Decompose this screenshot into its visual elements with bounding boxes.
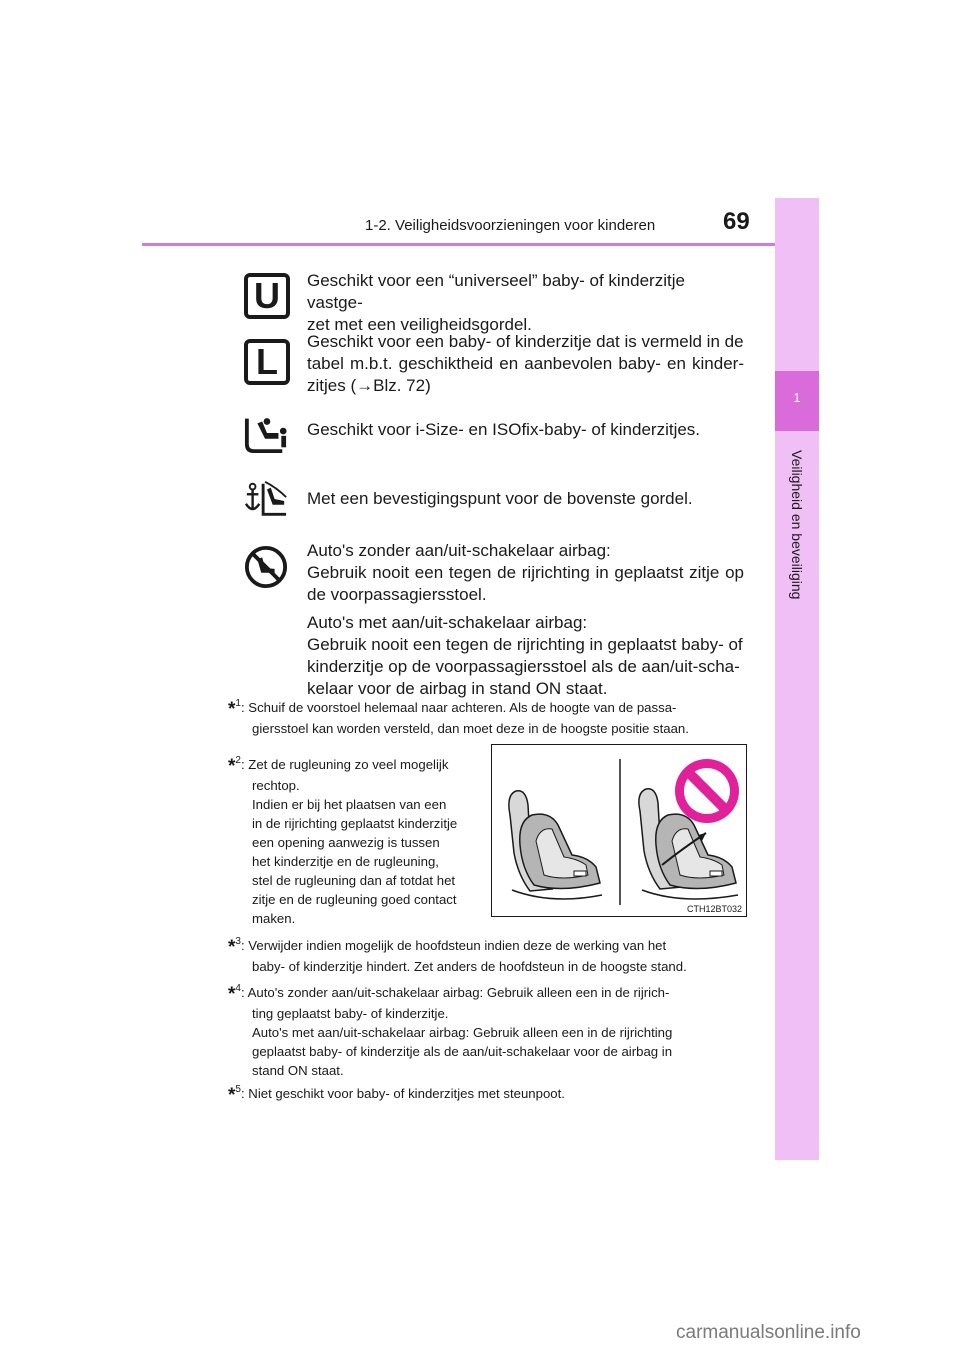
page-number: 69 <box>723 208 750 235</box>
side-tab-number: 1 <box>793 390 801 405</box>
text-line: Auto's zonder aan/uit-schakelaar airbag: <box>307 541 611 560</box>
text-line: kelaar voor de airbag in stand ON staat. <box>307 679 608 698</box>
footnote-text: : Zet de rugleuning zo veel mogelijk <box>240 757 449 772</box>
footnote-2 <box>228 751 488 928</box>
symbol-prohibited-description <box>307 540 744 700</box>
text-line: zet met een veiligheidsgordel. <box>307 315 532 334</box>
footnote-text: in de rijrichting geplaatst kinderzitje <box>252 816 458 831</box>
footnote-number: 1 <box>235 698 241 709</box>
seat-figure <box>491 744 747 917</box>
header-rule <box>142 243 819 246</box>
footnote-3 <box>228 932 748 976</box>
footnote-star: * <box>228 1085 236 1106</box>
footnote-text: maken. <box>252 911 296 926</box>
symbol-u-description <box>307 270 744 336</box>
text-line: zitjes (→Blz. 72) <box>307 376 431 395</box>
footnote-number: 5 <box>235 1084 241 1095</box>
side-tab-label: Veiligheid en beveiliging <box>789 450 805 600</box>
footnote-text: stel de rugleuning dan af totdat het <box>252 873 456 888</box>
text-line: de voorpassagiersstoel. <box>307 585 487 604</box>
footnote-star: * <box>228 937 236 958</box>
figure-code: CTH12BT032 <box>686 904 742 914</box>
text-line: Geschikt voor een baby- of kinderzitje dat is vermeld in de <box>307 332 744 351</box>
footnote-number: 2 <box>235 755 241 766</box>
footnote-number: 3 <box>235 936 241 947</box>
footnote-text: Indien er bij het plaatsen van een <box>252 797 447 812</box>
footnote-5 <box>228 1080 748 1105</box>
footnote-text: een opening aanwezig is tussen <box>252 835 440 850</box>
footnote-number: 4 <box>235 983 241 994</box>
text-line: Auto's met aan/uit-schakelaar airbag: <box>307 613 588 632</box>
footnote-4 <box>228 979 748 1080</box>
footnote-text: giersstoel kan worden versteld, dan moet deze in de hoogste positie staan. <box>252 721 689 736</box>
text-line: kinderzitje op de voorpassagiersstoel als de aan/uit-scha- <box>307 657 740 676</box>
watermark-link[interactable]: carmanualsonline.info <box>676 1322 861 1343</box>
footnote-text: ting geplaatst baby- of kinderzitje. <box>252 1006 449 1021</box>
text-line: Geschikt voor i-Size- en ISOfix-baby- of kinderzitjes. <box>307 420 701 439</box>
text-line: Met een bevestigingspunt voor de bovenste gordel. <box>307 489 693 508</box>
footnote-star: * <box>228 984 236 1005</box>
text-line: Gebruik nooit een tegen de rijrichting in geplaatst baby- of <box>307 635 743 654</box>
no-rearward-seat-icon <box>244 545 288 589</box>
text-line: Geschikt voor een “universeel” baby- of kinderzitje vastge- <box>307 271 685 312</box>
footnote-star: * <box>228 756 236 777</box>
seat-illustration <box>492 745 746 916</box>
footnote-star: * <box>228 699 236 720</box>
isofix-seat-icon <box>244 410 288 454</box>
footnote-text: rechtop. <box>252 778 300 793</box>
footnote-text: het kinderzitje en de rugleuning, <box>252 854 439 869</box>
top-tether-anchor-icon <box>244 478 288 522</box>
footnote-text: stand ON staat. <box>252 1063 344 1078</box>
text-line: tabel m.b.t. geschiktheid en aanbevolen baby- en kinder- <box>307 354 744 373</box>
text-line: Gebruik nooit een tegen de rijrichting in geplaatst zitje op <box>307 563 744 582</box>
footnote-text: baby- of kinderzitje hindert. Zet anders de hoofdsteun in de hoogste stand. <box>252 959 687 974</box>
footnote-text: : Verwijder indien mogelijk de hoofdsteun indien deze de werking van het <box>240 938 667 953</box>
side-tab <box>775 198 819 1160</box>
footnote-text: Auto's met aan/uit-schakelaar airbag: Gebruik alleen een in de rijrichting <box>252 1025 673 1040</box>
footnote-text: zitje en de rugleuning goed contact <box>252 892 457 907</box>
universal-u-icon: U <box>244 273 290 319</box>
footnote-text: : Niet geschikt voor baby- of kinderzitjes met steunpoot. <box>240 1086 565 1101</box>
symbol-isofix-description <box>307 419 744 441</box>
footnote-text: : Schuif de voorstoel helemaal naar achteren. Als de hoogte van de passa- <box>240 700 677 715</box>
symbol-l-description <box>307 331 744 397</box>
footnote-text: geplaatst baby- of kinderzitje als de aan/uit-schakelaar voor de airbag in <box>252 1044 673 1059</box>
section-title: 1-2. Veiligheidsvoorzieningen voor kinderen <box>365 217 656 234</box>
listed-l-icon: L <box>244 339 290 385</box>
footnote-text: : Auto's zonder aan/uit-schakelaar airbag: Gebruik alleen een in de rijrich- <box>240 985 670 1000</box>
symbol-anchor-description <box>307 488 744 510</box>
footnote-1 <box>228 694 748 738</box>
